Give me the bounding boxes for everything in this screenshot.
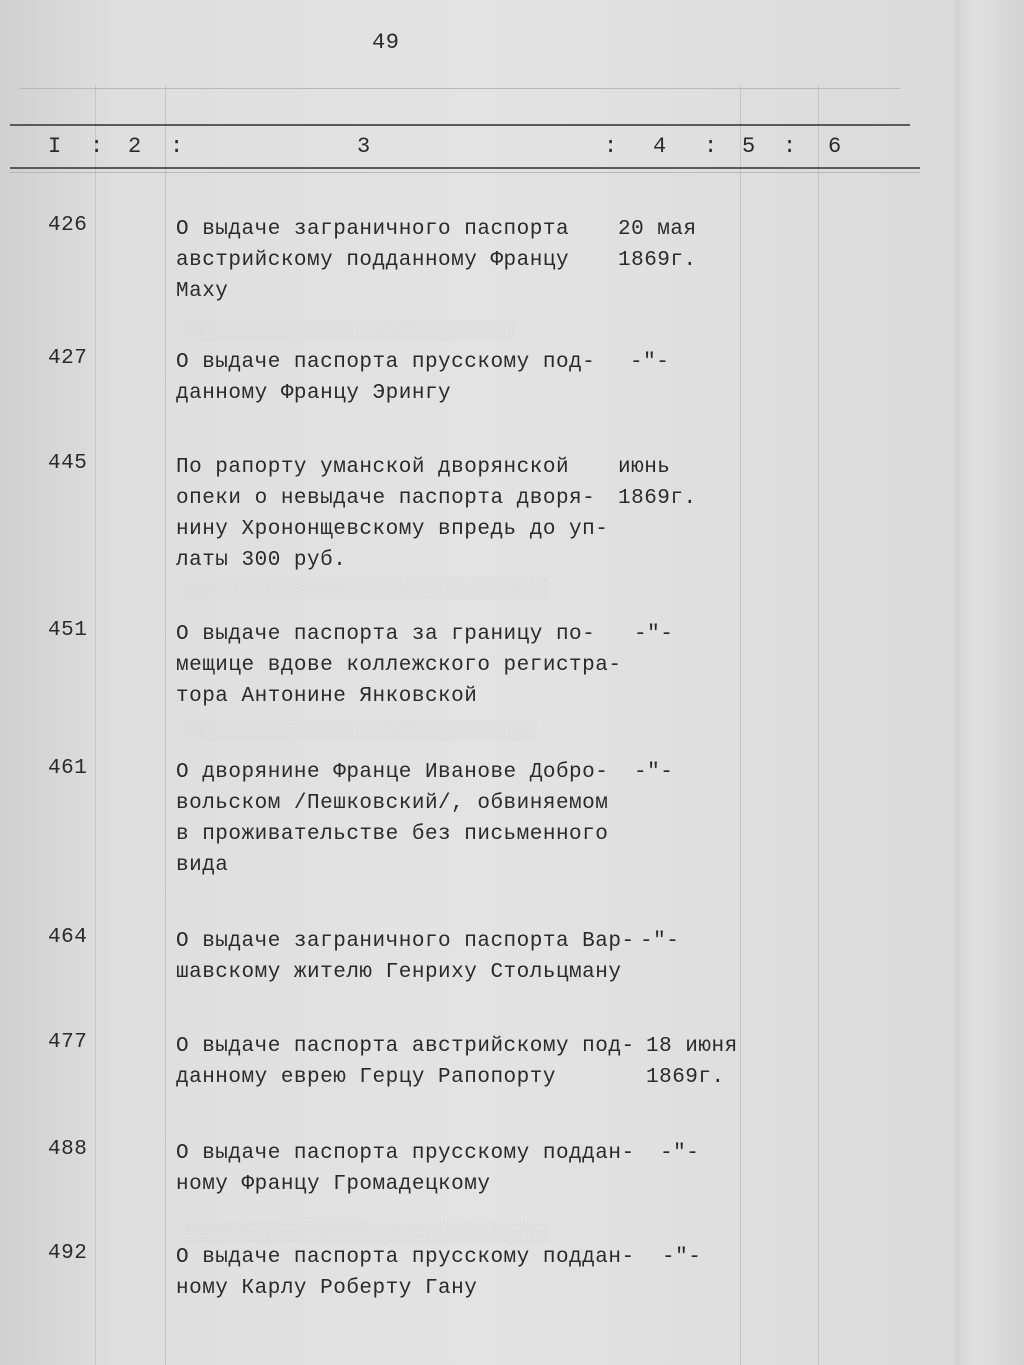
entry-line: По рапорту уманской дворянской <box>176 456 570 479</box>
bleed-through-text: ░░░░░░░░░░░░░░░░░░░░░░░░░░░░░ <box>185 320 516 342</box>
entry-line: О выдаче паспорта за границу по- <box>176 623 596 646</box>
entry-line: данному еврею Герцу Рапопорту <box>176 1066 556 1089</box>
entry-date-line: 1869г. <box>618 487 697 510</box>
entry-description <box>176 619 626 712</box>
column-divider <box>740 85 741 1365</box>
header-top-rule <box>10 124 910 126</box>
entry-line: данному Францу Эрингу <box>176 382 452 405</box>
entry-line: опеки о невыдаче паспорта дворя- <box>176 487 596 510</box>
entry-date <box>634 757 673 788</box>
entry-line: О выдаче паспорта австрийскому под- <box>176 1035 635 1058</box>
entry-line: вида <box>176 854 229 877</box>
column-header-1: I <box>48 134 62 159</box>
entry-date <box>640 926 679 957</box>
column-header-5: 5 <box>742 134 756 159</box>
entry-line: тора Антонине Янковской <box>176 685 478 708</box>
entry-line: О дворянине Франце Иванове Добро- <box>176 761 609 784</box>
entry-date-line: -"- <box>634 623 674 646</box>
column-header-6: 6 <box>828 134 842 159</box>
entry-line: шавскому жителю Генриху Стольцману <box>176 961 622 984</box>
column-separator: : <box>704 134 718 159</box>
entry-line: в проживательстве без письменного <box>176 823 609 846</box>
entry-line: О выдаче заграничного паспорта <box>176 218 570 241</box>
column-header-3: 3 <box>357 134 371 159</box>
entry-date <box>634 619 673 650</box>
entry-number: 477 <box>48 1031 88 1054</box>
entry-number: 451 <box>48 619 88 642</box>
entry-date-line: -"- <box>662 1246 702 1269</box>
entry-line: О выдаче паспорта прусскому под- <box>176 351 596 374</box>
entry-date <box>618 214 697 276</box>
column-header-4: 4 <box>653 134 667 159</box>
entry-line: О выдаче заграничного паспорта Вар- <box>176 930 635 953</box>
entry-number: 427 <box>48 347 88 370</box>
entry-description <box>176 926 635 988</box>
entry-date-line: июнь <box>618 456 671 479</box>
entry-number: 445 <box>48 452 88 475</box>
entry-description <box>176 1031 635 1093</box>
entry-line: вольском /Пешковский/, обвиняемом <box>176 792 609 815</box>
entry-date <box>630 347 669 378</box>
entry-date <box>646 1031 738 1093</box>
table-top-line <box>20 88 900 89</box>
entry-description <box>176 214 626 307</box>
entry-description <box>176 347 626 409</box>
page-number: 49 <box>372 30 400 55</box>
entry-date-line: -"- <box>660 1142 700 1165</box>
entry-number: 488 <box>48 1138 88 1161</box>
header-double-rule <box>10 172 920 173</box>
column-separator: : <box>783 134 797 159</box>
entry-date <box>618 452 697 514</box>
entry-date-line: 18 июня <box>646 1035 738 1058</box>
column-divider <box>165 85 166 1365</box>
column-header-2: 2 <box>128 134 142 159</box>
entry-date-line: -"- <box>634 761 674 784</box>
entry-line: нину Хрононщевскому впредь до уп- <box>176 518 609 541</box>
entry-date-line: -"- <box>640 930 680 953</box>
header-bottom-rule <box>10 167 920 169</box>
bleed-through-text: ░░░░░░░░░░░░░░░░░░░░░░░░░░░░░░░░ <box>185 1222 550 1244</box>
entry-line: ному Францу Громадецкому <box>176 1173 491 1196</box>
entry-description <box>176 757 626 881</box>
entry-line: О выдаче паспорта прусскому поддан- <box>176 1142 635 1165</box>
column-separator: : <box>90 134 104 159</box>
entry-number: 464 <box>48 926 88 949</box>
entry-date-line: 1869г. <box>618 249 697 272</box>
entry-number: 461 <box>48 757 88 780</box>
entry-line: латы 300 руб. <box>176 549 347 572</box>
column-separator: : <box>604 134 618 159</box>
column-separator: : <box>170 134 184 159</box>
entry-date-line: 20 мая <box>618 218 697 241</box>
entry-number: 426 <box>48 214 88 237</box>
entry-date-line: -"- <box>630 351 670 374</box>
entry-date <box>660 1138 699 1169</box>
entry-date <box>662 1242 701 1273</box>
entry-description <box>176 1242 635 1304</box>
entry-line: О выдаче паспорта прусскому поддан- <box>176 1246 635 1269</box>
entry-line: мещице вдове коллежского регистра- <box>176 654 622 677</box>
column-divider <box>95 85 96 1365</box>
entry-number: 492 <box>48 1242 88 1265</box>
entry-line: ному Карлу Роберту Гану <box>176 1277 478 1300</box>
column-header-row <box>0 134 940 164</box>
entry-description <box>176 1138 635 1200</box>
bleed-through-text: ░░░░░░░░░░░░░░░░░░░░░░░░░░░░░░░ <box>185 720 539 742</box>
entry-line: Маху <box>176 280 229 303</box>
entry-description <box>176 452 626 576</box>
entry-line: австрийскому подданному Францу <box>176 249 570 272</box>
column-divider <box>818 85 819 1365</box>
bleed-through-text: ░░░░░░░░░░░░░░░░░░░░░░░░░░░░░░░░ <box>185 578 550 600</box>
entry-date-line: 1869г. <box>646 1066 725 1089</box>
